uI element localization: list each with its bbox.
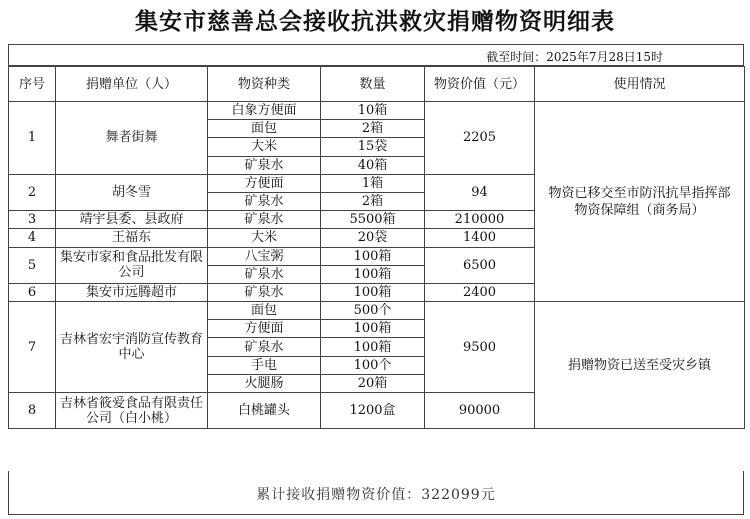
cell-donor: 靖宇县委、县政府 xyxy=(56,211,208,229)
cell-qty: 100箱 xyxy=(321,320,425,338)
cell-item: 矿泉水 xyxy=(208,265,321,283)
cell-item: 矿泉水 xyxy=(208,283,321,301)
cell-usage-b: 捐赠物资已送至受灾乡镇 xyxy=(535,302,745,429)
cell-item: 矿泉水 xyxy=(208,338,321,356)
header-row xyxy=(9,67,745,102)
total-value: 累计接收捐赠物资价值：322099元 xyxy=(256,487,496,503)
cell-seq: 7 xyxy=(9,302,56,393)
cell-value: 90000 xyxy=(425,393,535,429)
page-title: 集安市慈善总会接收抗洪救灾捐赠物资明细表 xyxy=(135,9,615,35)
cell-seq: 6 xyxy=(9,283,56,301)
table-row xyxy=(9,302,745,320)
date-row xyxy=(8,44,744,66)
header-value: 物资价值（元） xyxy=(425,67,535,102)
cell-qty: 100箱 xyxy=(321,338,425,356)
cell-qty: 100箱 xyxy=(321,283,425,301)
cell-usage-a: 物资已移交至市防汛抗旱指挥部物资保障组（商务局） xyxy=(535,102,745,302)
cell-qty: 40箱 xyxy=(321,156,425,174)
cell-item: 手电 xyxy=(208,356,321,374)
cell-item: 矿泉水 xyxy=(208,192,321,210)
cell-qty: 100箱 xyxy=(321,265,425,283)
cell-qty: 15袋 xyxy=(321,138,425,156)
cell-item: 八宝粥 xyxy=(208,247,321,265)
cell-item: 白象方便面 xyxy=(208,102,321,120)
cell-qty: 5500箱 xyxy=(321,211,425,229)
cell-seq: 5 xyxy=(9,247,56,283)
cell-seq: 2 xyxy=(9,174,56,210)
donation-table xyxy=(8,66,745,429)
cell-seq: 1 xyxy=(9,102,56,175)
header-qty: 数量 xyxy=(321,67,425,102)
cell-seq: 3 xyxy=(9,211,56,229)
total-row xyxy=(8,471,744,515)
cell-item: 白桃罐头 xyxy=(208,393,321,429)
cell-donor: 吉林省宏宇消防宣传教育中心 xyxy=(56,302,208,393)
cell-qty: 10箱 xyxy=(321,102,425,120)
cell-item: 方便面 xyxy=(208,320,321,338)
cell-donor: 集安市远腾超市 xyxy=(56,283,208,301)
cell-qty: 20箱 xyxy=(321,374,425,392)
cell-qty: 100个 xyxy=(321,356,425,374)
cell-qty: 20袋 xyxy=(321,229,425,247)
cell-qty: 500个 xyxy=(321,302,425,320)
header-donor: 捐赠单位（人） xyxy=(56,67,208,102)
cell-qty: 2箱 xyxy=(321,192,425,210)
cutoff-date: 截至时间：2025年7月28日15时 xyxy=(486,50,663,64)
cell-donor: 王福东 xyxy=(56,229,208,247)
header-seq: 序号 xyxy=(9,67,56,102)
cell-item: 面包 xyxy=(208,302,321,320)
cell-value: 2400 xyxy=(425,283,535,301)
header-item: 物资种类 xyxy=(208,67,321,102)
cell-value: 210000 xyxy=(425,211,535,229)
cell-seq: 4 xyxy=(9,229,56,247)
cell-donor: 舞者街舞 xyxy=(56,102,208,175)
header-usage: 使用情况 xyxy=(535,67,745,102)
table-row xyxy=(9,102,745,120)
cell-item: 矿泉水 xyxy=(208,156,321,174)
cell-item: 大米 xyxy=(208,229,321,247)
cell-value: 6500 xyxy=(425,247,535,283)
cell-qty: 1箱 xyxy=(321,174,425,192)
cell-qty: 1200盒 xyxy=(321,393,425,429)
cell-item: 大米 xyxy=(208,138,321,156)
cell-seq: 8 xyxy=(9,393,56,429)
cell-item: 火腿肠 xyxy=(208,374,321,392)
cell-value: 2205 xyxy=(425,102,535,175)
cell-item: 矿泉水 xyxy=(208,211,321,229)
cell-donor: 集安市家和食品批发有限公司 xyxy=(56,247,208,283)
cell-item: 面包 xyxy=(208,120,321,138)
cell-donor: 胡冬雪 xyxy=(56,174,208,210)
cell-value: 1400 xyxy=(425,229,535,247)
cell-donor: 吉林省筱爱食品有限责任公司（白小桃） xyxy=(56,393,208,429)
table-body xyxy=(9,102,745,429)
cell-qty: 2箱 xyxy=(321,120,425,138)
cell-qty: 100箱 xyxy=(321,247,425,265)
cell-value: 94 xyxy=(425,174,535,210)
cell-value: 9500 xyxy=(425,302,535,393)
cell-item: 方便面 xyxy=(208,174,321,192)
